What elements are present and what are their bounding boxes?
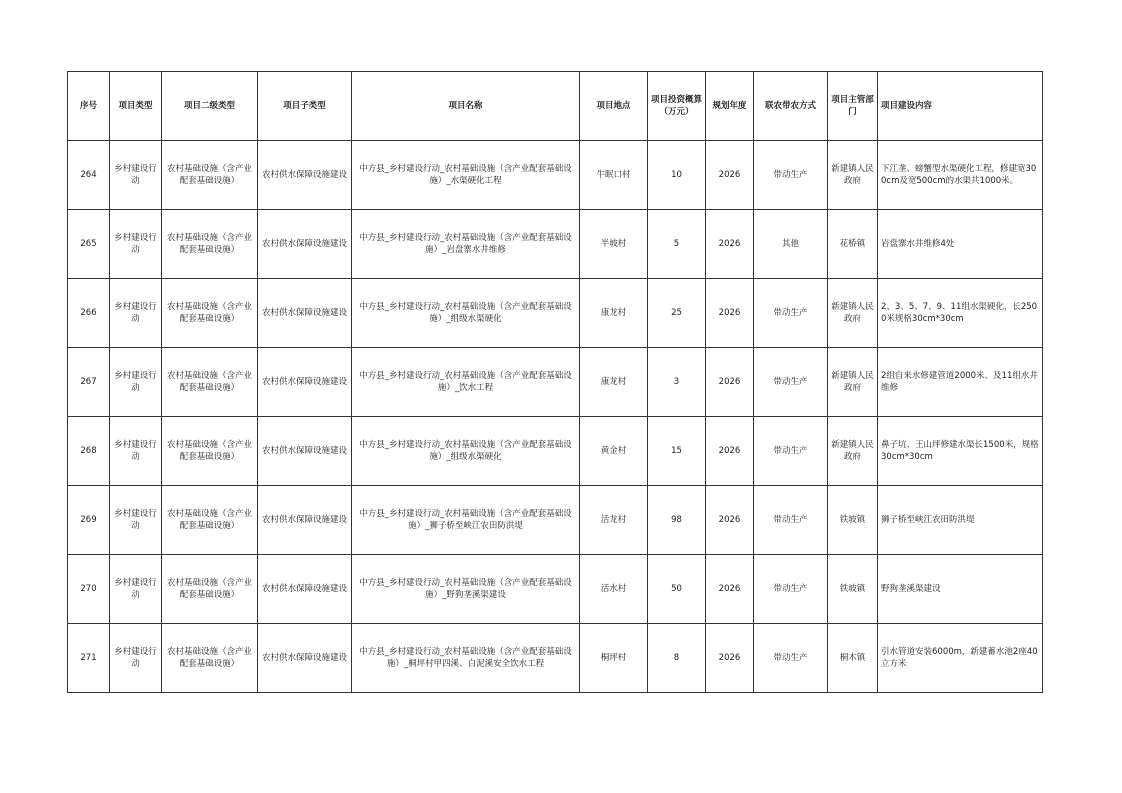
project-name-cell: 中方县_乡村建设行动_农村基础设施（含产业配套基础设施）_狮子桥至峡江农田防洪堤 xyxy=(352,486,580,555)
farmer-linkage-method-cell: 带动生产 xyxy=(754,348,828,417)
project-location-cell: 黄金村 xyxy=(580,417,648,486)
project-subtype-cell: 农村供水保障设施建设 xyxy=(258,486,352,555)
plan-year-cell: 2026 xyxy=(706,624,754,693)
project-table xyxy=(67,71,1043,693)
row-number-cell: 270 xyxy=(68,555,110,624)
project-subtype-cell: 农村供水保障设施建设 xyxy=(258,141,352,210)
plan-year-cell: 2026 xyxy=(706,486,754,555)
project-budget-cell: 25 xyxy=(648,279,706,348)
project-type-cell: 乡村建设行动 xyxy=(110,417,162,486)
farmer-linkage-method-cell: 带动生产 xyxy=(754,417,828,486)
header-cell: 序号 xyxy=(68,72,110,141)
header-cell: 项目名称 xyxy=(352,72,580,141)
project-secondary-type-cell: 农村基础设施（含产业配套基础设施） xyxy=(162,279,258,348)
project-type-cell: 乡村建设行动 xyxy=(110,279,162,348)
project-name-cell: 中方县_乡村建设行动_农村基础设施（含产业配套基础设施）_组级水渠硬化 xyxy=(352,279,580,348)
table-row xyxy=(68,210,1043,279)
managing-department-cell: 花桥镇 xyxy=(828,210,878,279)
header-cell: 联农带农方式 xyxy=(754,72,828,141)
construction-content-cell: 岩盘寨水井维修4处 xyxy=(878,210,1043,279)
project-name-cell: 中方县_乡村建设行动_农村基础设施（含产业配套基础设施）_野狗垄溪渠建设 xyxy=(352,555,580,624)
project-name-cell: 中方县_乡村建设行动_农村基础设施（含产业配套基础设施）_组级水渠硬化 xyxy=(352,417,580,486)
row-number-cell: 264 xyxy=(68,141,110,210)
row-number-cell: 265 xyxy=(68,210,110,279)
managing-department-cell: 新建镇人民政府 xyxy=(828,348,878,417)
plan-year-cell: 2026 xyxy=(706,555,754,624)
row-number-cell: 269 xyxy=(68,486,110,555)
project-subtype-cell: 农村供水保障设施建设 xyxy=(258,348,352,417)
managing-department-cell: 桐木镇 xyxy=(828,624,878,693)
farmer-linkage-method-cell: 带动生产 xyxy=(754,624,828,693)
row-number-cell: 266 xyxy=(68,279,110,348)
project-secondary-type-cell: 农村基础设施（含产业配套基础设施） xyxy=(162,417,258,486)
header-row xyxy=(68,72,1043,141)
header-cell: 项目子类型 xyxy=(258,72,352,141)
table-row xyxy=(68,279,1043,348)
construction-content-cell: 2组自来水修建管道2000米、及11组水井维修 xyxy=(878,348,1043,417)
farmer-linkage-method-cell: 带动生产 xyxy=(754,141,828,210)
table-row xyxy=(68,555,1043,624)
project-type-cell: 乡村建设行动 xyxy=(110,486,162,555)
construction-content-cell: 2、3、5、7、9、11组水渠硬化，长2500米规格30cm*30cm xyxy=(878,279,1043,348)
construction-content-cell: 下江垄、螃蟹型水渠硬化工程，修建宽300cm及宽500cm的水渠共1000米。 xyxy=(878,141,1043,210)
construction-content-cell: 野狗垄溪渠建设 xyxy=(878,555,1043,624)
project-name-cell: 中方县_乡村建设行动_农村基础设施（含产业配套基础设施）_桐坪村甲四溪、白泥溪安全饮水工程 xyxy=(352,624,580,693)
row-number-cell: 267 xyxy=(68,348,110,417)
project-secondary-type-cell: 农村基础设施（含产业配套基础设施） xyxy=(162,486,258,555)
table-row xyxy=(68,486,1043,555)
table-row xyxy=(68,624,1043,693)
project-location-cell: 牛眠口村 xyxy=(580,141,648,210)
managing-department-cell: 铁坡镇 xyxy=(828,555,878,624)
project-type-cell: 乡村建设行动 xyxy=(110,555,162,624)
farmer-linkage-method-cell: 其他 xyxy=(754,210,828,279)
header-cell: 项目建设内容 xyxy=(878,72,1043,141)
header-cell: 项目二级类型 xyxy=(162,72,258,141)
farmer-linkage-method-cell: 带动生产 xyxy=(754,486,828,555)
plan-year-cell: 2026 xyxy=(706,279,754,348)
project-type-cell: 乡村建设行动 xyxy=(110,141,162,210)
table-body xyxy=(68,141,1043,693)
project-budget-cell: 98 xyxy=(648,486,706,555)
project-location-cell: 半坡村 xyxy=(580,210,648,279)
project-location-cell: 活龙村 xyxy=(580,486,648,555)
table-row xyxy=(68,417,1043,486)
construction-content-cell: 狮子桥至峡江农田防洪堤 xyxy=(878,486,1043,555)
project-name-cell: 中方县_乡村建设行动_农村基础设施（含产业配套基础设施）_水渠硬化工程 xyxy=(352,141,580,210)
header-cell: 项目类型 xyxy=(110,72,162,141)
row-number-cell: 271 xyxy=(68,624,110,693)
header-cell: 项目地点 xyxy=(580,72,648,141)
project-secondary-type-cell: 农村基础设施（含产业配套基础设施） xyxy=(162,141,258,210)
managing-department-cell: 新建镇人民政府 xyxy=(828,279,878,348)
project-subtype-cell: 农村供水保障设施建设 xyxy=(258,417,352,486)
managing-department-cell: 新建镇人民政府 xyxy=(828,141,878,210)
project-location-cell: 康龙村 xyxy=(580,279,648,348)
project-subtype-cell: 农村供水保障设施建设 xyxy=(258,555,352,624)
farmer-linkage-method-cell: 带动生产 xyxy=(754,555,828,624)
managing-department-cell: 新建镇人民政府 xyxy=(828,417,878,486)
project-budget-cell: 3 xyxy=(648,348,706,417)
construction-content-cell: 鼻子坑、王山坪修建水渠长1500米，规格30cm*30cm xyxy=(878,417,1043,486)
header-cell: 项目主管部门 xyxy=(828,72,878,141)
table-row xyxy=(68,348,1043,417)
managing-department-cell: 铁坡镇 xyxy=(828,486,878,555)
farmer-linkage-method-cell: 带动生产 xyxy=(754,279,828,348)
project-type-cell: 乡村建设行动 xyxy=(110,348,162,417)
header-cell: 项目投资概算（万元） xyxy=(648,72,706,141)
project-budget-cell: 15 xyxy=(648,417,706,486)
project-subtype-cell: 农村供水保障设施建设 xyxy=(258,279,352,348)
plan-year-cell: 2026 xyxy=(706,141,754,210)
project-location-cell: 活水村 xyxy=(580,555,648,624)
project-name-cell: 中方县_乡村建设行动_农村基础设施（含产业配套基础设施）_饮水工程 xyxy=(352,348,580,417)
construction-content-cell: 引水管道安装6000m，新建蓄水池2座40立方米 xyxy=(878,624,1043,693)
plan-year-cell: 2026 xyxy=(706,348,754,417)
project-budget-cell: 50 xyxy=(648,555,706,624)
project-secondary-type-cell: 农村基础设施（含产业配套基础设施） xyxy=(162,555,258,624)
project-subtype-cell: 农村供水保障设施建设 xyxy=(258,210,352,279)
project-type-cell: 乡村建设行动 xyxy=(110,210,162,279)
plan-year-cell: 2026 xyxy=(706,417,754,486)
header-cell: 规划年度 xyxy=(706,72,754,141)
project-secondary-type-cell: 农村基础设施（含产业配套基础设施） xyxy=(162,348,258,417)
project-budget-cell: 8 xyxy=(648,624,706,693)
project-name-cell: 中方县_乡村建设行动_农村基础设施（含产业配套基础设施）_岩盘寨水井维修 xyxy=(352,210,580,279)
project-type-cell: 乡村建设行动 xyxy=(110,624,162,693)
project-location-cell: 康龙村 xyxy=(580,348,648,417)
project-budget-cell: 5 xyxy=(648,210,706,279)
project-budget-cell: 10 xyxy=(648,141,706,210)
project-secondary-type-cell: 农村基础设施（含产业配套基础设施） xyxy=(162,624,258,693)
project-location-cell: 桐坪村 xyxy=(580,624,648,693)
project-secondary-type-cell: 农村基础设施（含产业配套基础设施） xyxy=(162,210,258,279)
row-number-cell: 268 xyxy=(68,417,110,486)
plan-year-cell: 2026 xyxy=(706,210,754,279)
table-row xyxy=(68,141,1043,210)
project-subtype-cell: 农村供水保障设施建设 xyxy=(258,624,352,693)
